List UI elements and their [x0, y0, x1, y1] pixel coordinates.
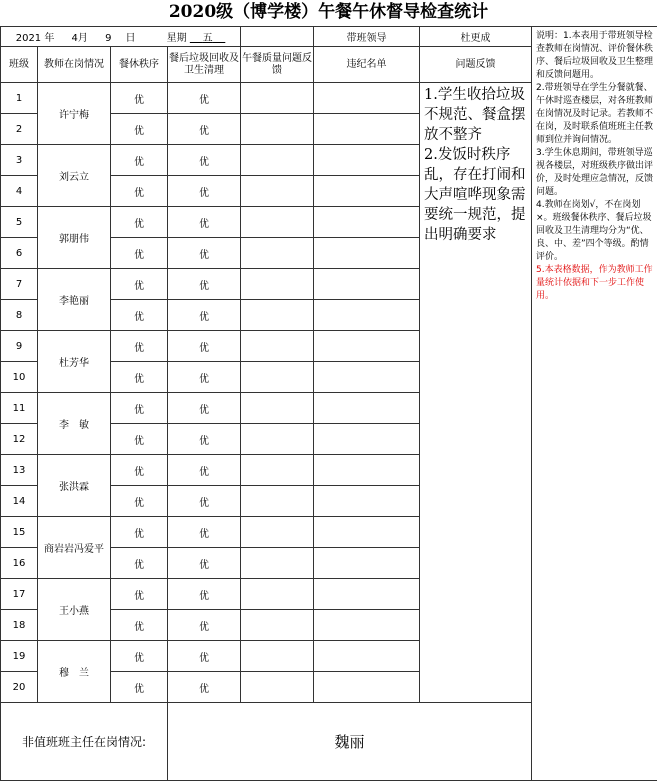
violation-cell [314, 610, 420, 641]
order-rating: 优 [111, 207, 168, 238]
quality-cell [241, 207, 314, 238]
class-number: 8 [1, 300, 38, 331]
col-teacher-header: 教师在岗情况 [38, 47, 111, 83]
col-feedback-header: 问题反馈 [420, 47, 532, 83]
violation-cell [314, 83, 420, 114]
violation-cell [314, 672, 420, 703]
order-rating: 优 [111, 486, 168, 517]
inspection-table [0, 26, 657, 781]
quality-cell [241, 641, 314, 672]
violation-cell [314, 455, 420, 486]
class-number: 4 [1, 176, 38, 207]
quality-cell [241, 300, 314, 331]
col-quality-header: 午餐质量问题反馈 [241, 47, 314, 83]
order-rating: 优 [111, 362, 168, 393]
garbage-rating: 优 [168, 455, 241, 486]
quality-cell [241, 331, 314, 362]
note-item: 4.教师在岗划√，不在岗划×。班级餐休秩序、餐后垃圾回收及卫生清理均分为“优、良、中、差”四个等级。酌情评价。 [536, 200, 652, 262]
quality-cell [241, 176, 314, 207]
garbage-rating: 优 [168, 238, 241, 269]
class-number: 3 [1, 145, 38, 176]
quality-cell [241, 486, 314, 517]
note-item: 2.带班领导在学生分餐就餐、午休时巡查楼层，对各班教师在岗情况及时记录。若教师不在岗，及时联系值班班主任教师到位并询问情况。 [536, 83, 654, 145]
teacher-name: 穆 兰 [38, 641, 111, 703]
quality-cell [241, 548, 314, 579]
class-number: 10 [1, 362, 38, 393]
order-rating: 优 [111, 145, 168, 176]
class-number: 9 [1, 331, 38, 362]
order-rating: 优 [111, 548, 168, 579]
garbage-rating: 优 [168, 145, 241, 176]
garbage-rating: 优 [168, 269, 241, 300]
order-rating: 优 [111, 672, 168, 703]
order-rating: 优 [111, 641, 168, 672]
col-violation-header: 违纪名单 [314, 47, 420, 83]
garbage-rating: 优 [168, 362, 241, 393]
violation-cell [314, 424, 420, 455]
order-rating: 优 [111, 331, 168, 362]
quality-cell [241, 579, 314, 610]
violation-cell [314, 362, 420, 393]
violation-cell [314, 145, 420, 176]
feedback-item: 2.发饭时秩序乱，存在打闹和大声喧哗现象需要统一规范，提出明确要求 [424, 147, 526, 243]
garbage-rating: 优 [168, 486, 241, 517]
class-number: 11 [1, 393, 38, 424]
violation-cell [314, 331, 420, 362]
class-number: 1 [1, 83, 38, 114]
teacher-name: 李 敏 [38, 393, 111, 455]
garbage-rating: 优 [168, 672, 241, 703]
violation-cell [314, 300, 420, 331]
quality-cell [241, 238, 314, 269]
garbage-rating: 优 [168, 393, 241, 424]
violation-cell [314, 517, 420, 548]
order-rating: 优 [111, 455, 168, 486]
class-number: 2 [1, 114, 38, 145]
garbage-rating: 优 [168, 300, 241, 331]
note-item-highlight: 5.本表格数据，作为教师工作量统计依据和下一步工作使用。 [536, 265, 653, 301]
class-number: 14 [1, 486, 38, 517]
order-rating: 优 [111, 83, 168, 114]
teacher-name: 张洪霖 [38, 455, 111, 517]
order-rating: 优 [111, 114, 168, 145]
col-garbage-header: 餐后垃圾回收及卫生清理 [168, 47, 241, 83]
quality-cell [241, 269, 314, 300]
violation-cell [314, 393, 420, 424]
violation-cell [314, 207, 420, 238]
quality-cell [241, 610, 314, 641]
class-number: 18 [1, 610, 38, 641]
garbage-rating: 优 [168, 610, 241, 641]
class-number: 15 [1, 517, 38, 548]
weekday-value: 五 [202, 33, 213, 44]
violation-cell [314, 238, 420, 269]
quality-cell [241, 114, 314, 145]
notes-panel [532, 27, 657, 781]
class-number: 12 [1, 424, 38, 455]
quality-cell [241, 455, 314, 486]
col-order-header: 餐休秩序 [111, 47, 168, 83]
order-rating: 优 [111, 238, 168, 269]
order-rating: 优 [111, 300, 168, 331]
quality-cell [241, 424, 314, 455]
order-rating: 优 [111, 269, 168, 300]
leader-label: 带班领导 [314, 27, 420, 47]
teacher-name: 商岩岩冯爱平 [38, 517, 111, 579]
order-rating: 优 [111, 517, 168, 548]
class-number: 13 [1, 455, 38, 486]
class-number: 7 [1, 269, 38, 300]
footer-value: 魏丽 [168, 703, 532, 781]
leader-name: 杜更成 [420, 27, 532, 47]
garbage-rating: 优 [168, 424, 241, 455]
order-rating: 优 [111, 610, 168, 641]
teacher-name: 杜芳华 [38, 331, 111, 393]
teacher-name: 李艳丽 [38, 269, 111, 331]
quality-cell [241, 362, 314, 393]
violation-cell [314, 176, 420, 207]
class-number: 17 [1, 579, 38, 610]
class-number: 5 [1, 207, 38, 238]
page-title: 2020级（博学楼）午餐午休督导检查统计 [168, 2, 489, 22]
quality-cell [241, 145, 314, 176]
feedback-cell [420, 83, 532, 703]
quality-cell [241, 672, 314, 703]
note-item: 3.学生休息期间，带班领导巡视各楼层，对班级秩序做出评价，及时处理应急情况，反馈问题。 [536, 148, 654, 197]
garbage-rating: 优 [168, 176, 241, 207]
class-number: 19 [1, 641, 38, 672]
teacher-name: 王小燕 [38, 579, 111, 641]
class-number: 20 [1, 672, 38, 703]
garbage-rating: 优 [168, 548, 241, 579]
order-rating: 优 [111, 424, 168, 455]
garbage-rating: 优 [168, 207, 241, 238]
order-rating: 优 [111, 176, 168, 207]
class-number: 16 [1, 548, 38, 579]
quality-cell [241, 393, 314, 424]
garbage-rating: 优 [168, 331, 241, 362]
violation-cell [314, 269, 420, 300]
garbage-rating: 优 [168, 641, 241, 672]
violation-cell [314, 641, 420, 672]
order-rating: 优 [111, 393, 168, 424]
violation-cell [314, 486, 420, 517]
date-cell: 2021 年 4月 9 日 星期 五 [1, 27, 241, 47]
note-item: 说明：1.本表用于带班领导检查教师在岗情况、评价餐休秩序、餐后垃圾回收及卫生整理和反馈问题用。 [536, 31, 654, 80]
quality-cell [241, 83, 314, 114]
teacher-name: 郭朋伟 [38, 207, 111, 269]
garbage-rating: 优 [168, 579, 241, 610]
feedback-item: 1.学生收拾垃圾不规范、餐盒摆放不整齐 [424, 87, 526, 143]
col-class-header: 班级 [1, 47, 38, 83]
teacher-name: 刘云立 [38, 145, 111, 207]
garbage-rating: 优 [168, 517, 241, 548]
garbage-rating: 优 [168, 114, 241, 145]
violation-cell [314, 548, 420, 579]
footer-label: 非值班班主任在岗情况: [1, 703, 168, 781]
class-number: 6 [1, 238, 38, 269]
blank-cell [241, 27, 314, 47]
quality-cell [241, 517, 314, 548]
violation-cell [314, 579, 420, 610]
violation-cell [314, 114, 420, 145]
order-rating: 优 [111, 579, 168, 610]
garbage-rating: 优 [168, 83, 241, 114]
teacher-name: 许宁梅 [38, 83, 111, 145]
date-row [1, 27, 657, 47]
